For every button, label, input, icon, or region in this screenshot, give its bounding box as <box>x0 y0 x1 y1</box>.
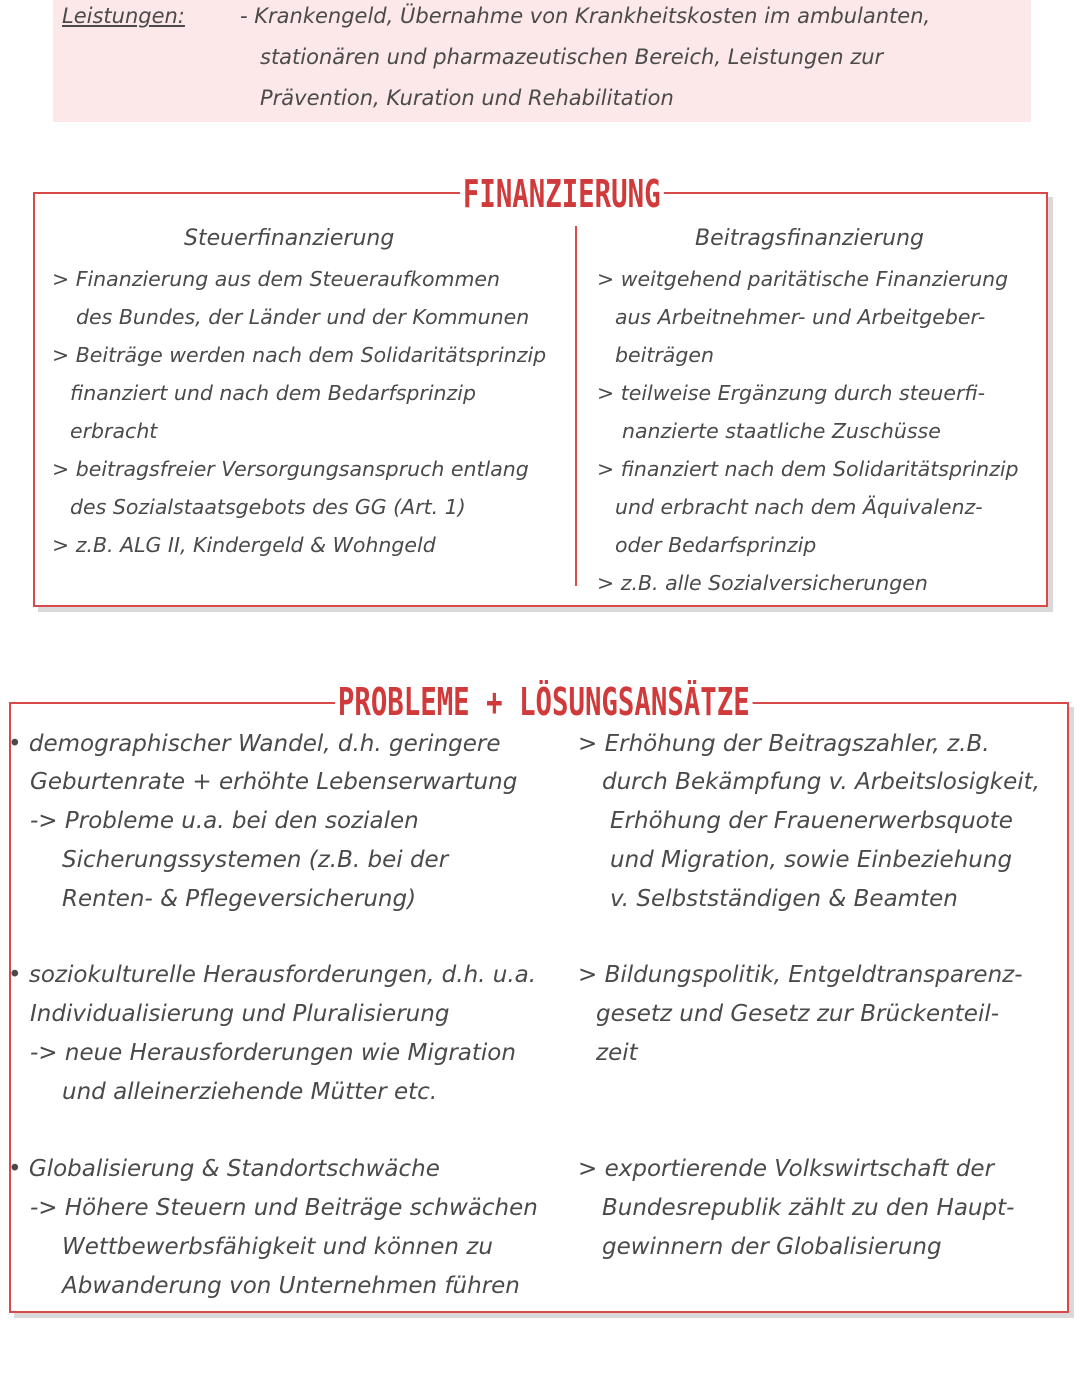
problem-line: und alleinerziehende Mütter etc. <box>62 1079 438 1105</box>
problem-line: • Globalisierung & Standortschwäche <box>8 1156 440 1182</box>
problem-line: Renten- & Pflegeversicherung) <box>62 886 417 912</box>
steuer-line: finanziert und nach dem Bedarfsprinzip <box>70 381 476 405</box>
steuer-line: des Bundes, der Länder und der Kommunen <box>76 305 530 329</box>
solution-line: > Bildungspolitik, Entgeldtransparenz- <box>578 962 1023 988</box>
solution-line: gesetz und Gesetz zur Brückenteil- <box>596 1001 1000 1027</box>
steuer-line: > z.B. ALG II, Kindergeld & Wohngeld <box>52 533 436 557</box>
beitrag-line: beiträgen <box>615 343 714 367</box>
problem-line: -> neue Herausforderungen wie Migration <box>30 1040 516 1066</box>
leistungen-line: Prävention, Kuration und Rehabilitation <box>260 86 674 110</box>
steuer-line: > Beiträge werden nach dem Solidaritätsprinzip <box>52 343 547 367</box>
problem-line: Abwanderung von Unternehmen führen <box>62 1273 520 1299</box>
solution-line: > Erhöhung der Beitragszahler, z.B. <box>578 731 990 757</box>
problem-line: • demographischer Wandel, d.h. geringere <box>8 731 501 757</box>
problem-line: Individualisierung und Pluralisierung <box>30 1001 450 1027</box>
steuer-line: erbracht <box>70 419 158 443</box>
solution-line: > exportierende Volkswirtschaft der <box>578 1156 995 1182</box>
column-divider <box>575 226 577 586</box>
problem-line: -> Probleme u.a. bei den sozialen <box>30 808 419 834</box>
steuer-line: > beitragsfreier Versorgungsanspruch entlang <box>52 457 529 481</box>
leistungen-label: Leistungen: <box>62 4 185 28</box>
steuer-line: > Finanzierung aus dem Steueraufkommen <box>52 267 501 291</box>
beitrag-line: > teilweise Ergänzung durch steuerfi- <box>597 381 986 405</box>
leistungen-line: stationären und pharmazeutischen Bereich, Leistungen zur <box>260 45 884 69</box>
solution-line: gewinnern der Globalisierung <box>602 1234 942 1260</box>
problem-line: Wettbewerbsfähigkeit und können zu <box>62 1234 493 1260</box>
problem-line: • soziokulturelle Herausforderungen, d.h. u.a. <box>8 962 537 988</box>
finanzierung-title: FINANZIERUNG <box>460 172 663 216</box>
solution-line: Bundesrepublik zählt zu den Haupt- <box>602 1195 1015 1221</box>
problem-line: Geburtenrate + erhöhte Lebenserwartung <box>30 769 518 795</box>
probleme-title: PROBLEME + LÖSUNGSANSÄTZE <box>335 680 753 724</box>
problem-line: Sicherungssystemen (z.B. bei der <box>62 847 449 873</box>
leistungen-line: - Krankengeld, Übernahme von Krankheitskosten im ambulanten, <box>240 4 931 28</box>
beitrag-line: > weitgehend paritätische Finanzierung <box>597 267 1009 291</box>
beitrag-line: nanzierte staatliche Zuschüsse <box>622 419 941 443</box>
beitrag-line: und erbracht nach dem Äquivalenz- <box>615 495 983 519</box>
solution-line: v. Selbstständigen & Beamten <box>610 886 958 912</box>
solution-line: und Migration, sowie Einbeziehung <box>610 847 1013 873</box>
beitrag-line: oder Bedarfsprinzip <box>615 533 817 557</box>
solution-line: durch Bekämpfung v. Arbeitslosigkeit, <box>602 769 1040 795</box>
problem-line: -> Höhere Steuern und Beiträge schwächen <box>30 1195 538 1221</box>
beitrag-line: > z.B. alle Sozialversicherungen <box>597 571 928 595</box>
steuer-line: des Sozialstaatsgebots des GG (Art. 1) <box>70 495 466 519</box>
beitrag-line: aus Arbeitnehmer- und Arbeitgeber- <box>615 305 986 329</box>
steuer-heading: Steuerfinanzierung <box>184 226 395 251</box>
solution-line: zeit <box>596 1040 638 1066</box>
beitrag-line: > finanziert nach dem Solidaritätsprinzip <box>597 457 1019 481</box>
solution-line: Erhöhung der Frauenerwerbsquote <box>610 808 1013 834</box>
beitrag-heading: Beitragsfinanzierung <box>695 226 924 251</box>
